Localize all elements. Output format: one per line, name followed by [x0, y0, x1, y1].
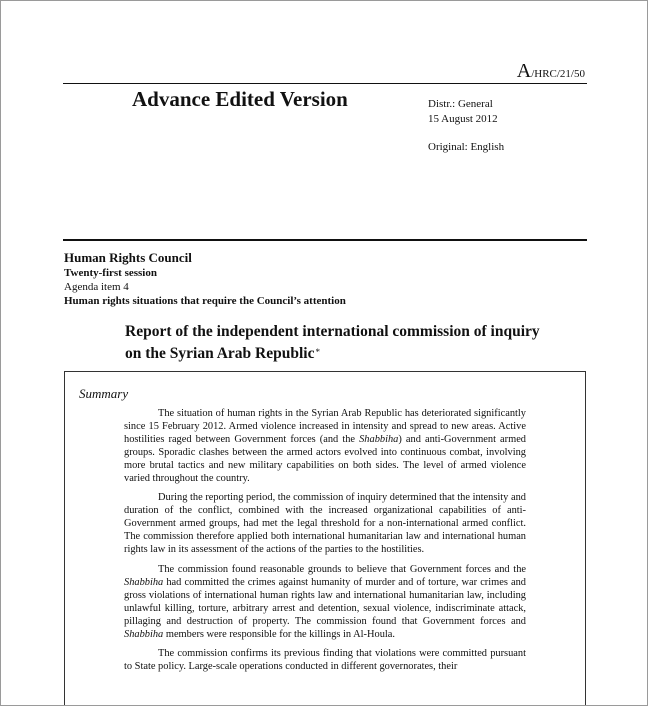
- document-symbol-number: /HRC/21/50: [531, 68, 585, 80]
- document-symbol: [517, 60, 585, 83]
- summary-paragraph: [124, 408, 526, 485]
- summary-p3-italic-b: Shabbiha: [124, 576, 164, 588]
- summary-paragraph: The commission confirms its previous finding that violations were committed pursuant to State policy. Large-scale operations conducted in different governorates, their: [124, 648, 526, 673]
- summary-p3-text-e: members were responsible for the killings in Al-Houla.: [163, 628, 395, 640]
- distribution-label: Distr.: General: [428, 98, 493, 110]
- summary-paragraph: [124, 564, 526, 641]
- report-title-text: Report of the independent international commission of inquiry on the Syrian Arab Republic: [125, 323, 540, 362]
- document-symbol-letter: A: [516, 60, 532, 82]
- council-rule: [63, 239, 587, 241]
- summary-p1-italic: Shabbiha: [359, 433, 399, 445]
- session-label: Twenty-first session: [64, 267, 157, 279]
- council-block: [64, 250, 346, 308]
- footnote-marker: *: [315, 347, 320, 357]
- summary-p1-text-a: The situation of human rights in the Syrian Arab Republic has deteriorated significantly since 15 February 2012. Armed violence increased in intensity and spread to new areas. Active hostilities raged between Government forces (and the: [124, 408, 526, 445]
- summary-text: [124, 408, 526, 681]
- edition-title: Advance Edited Version: [132, 87, 348, 111]
- summary-p3-text-c: had committed the crimes against humanity of murder and of torture, war crimes and gross violations of international human rights law and international humanitarian law, including unlawful killing, torture, arbitrary arrest and detention, sexual violence, indiscriminate attack, pillaging and destruction of property. The commission found that Government forces and: [124, 576, 526, 627]
- summary-p3-italic-d: Shabbiha: [124, 628, 164, 640]
- summary-p1-text-c: ) and anti-Government armed groups. Sporadic clashes between the armed actors evolved into continuous combat, involving more brutal tactics and new military capabilities on both sides. The level of armed violence varied throughout the country.: [124, 433, 527, 484]
- summary-paragraph: During the reporting period, the commission of inquiry determined that the intensity and duration of the conflict, combined with the increased organizational capabilities of anti-Government armed groups, had met the legal threshold for a non-international armed conflict. The commission therefore applied both international humanitarian law and international human rights law in its assessment of the actions of the parties to the hostilities.: [124, 492, 526, 556]
- agenda-item: Agenda item 4: [64, 281, 129, 293]
- report-title: [125, 322, 545, 364]
- summary-heading: Summary: [79, 386, 129, 401]
- original-language: Original: English: [428, 141, 505, 153]
- header-rule: [63, 83, 587, 84]
- distribution-block: [428, 97, 504, 155]
- summary-box: [64, 371, 586, 706]
- document-date: 15 August 2012: [428, 113, 498, 125]
- summary-p3-text-a: The commission found reasonable grounds to believe that Government forces and the: [158, 563, 526, 575]
- agenda-item-title: Human rights situations that require the Council’s attention: [64, 295, 346, 307]
- council-name: Human Rights Council: [64, 250, 192, 265]
